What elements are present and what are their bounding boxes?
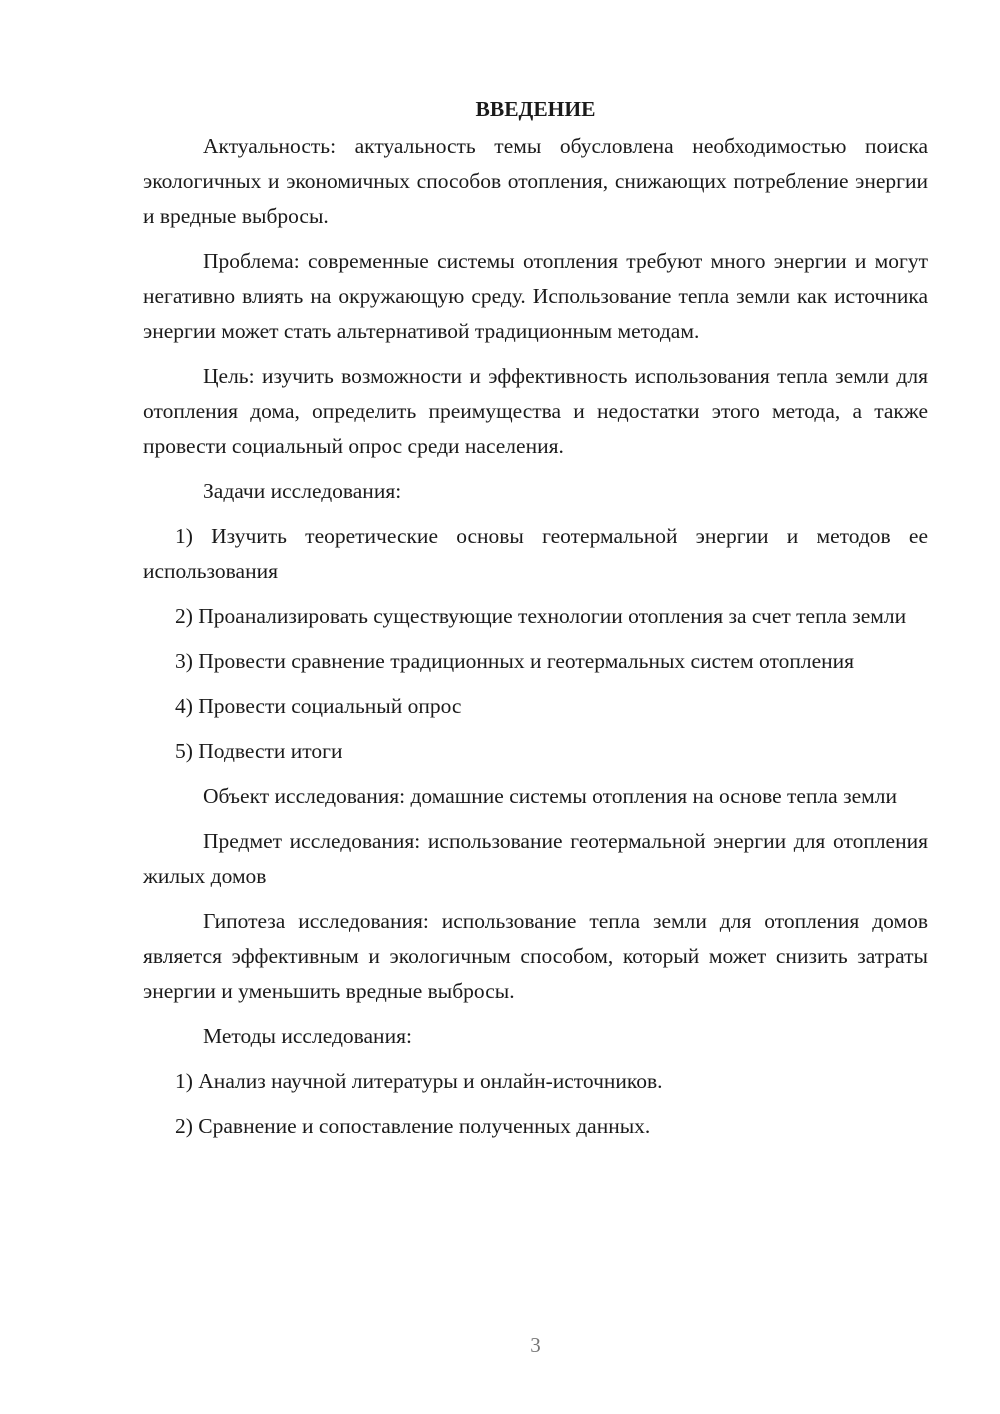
method-item: 2) Сравнение и сопоставление полученных данных. [175, 1114, 651, 1138]
document-page [143, 92, 928, 1154]
methods-heading: Методы исследования: [203, 1024, 412, 1048]
task-item: 2) Проанализировать существующие технологии отопления за счет тепла земли [175, 604, 907, 628]
task-item: 5) Подвести итоги [175, 739, 343, 763]
goal-paragraph: Цель: изучить возможности и эффективность использования тепла земли для отопления дома, определить преимущества и недостатки этого метода, а также провести социальный опрос среди населения. [143, 364, 928, 458]
task-item: 3) Провести сравнение традиционных и геотермальных систем отопления [175, 649, 855, 673]
object-paragraph: Объект исследования: домашние системы отопления на основе тепла земли [203, 784, 897, 808]
task-item: 4) Провести социальный опрос [175, 694, 462, 718]
task-item: 1) Изучить теоретические основы геотермальной энергии и методов ее использования [143, 524, 928, 583]
problem-paragraph: Проблема: современные системы отопления требуют много энергии и могут негативно влиять на окружающую среду. Использование тепла земли как источника энергии может стать альтернативой традиционным методам. [143, 249, 928, 343]
section-title: ВВЕДЕНИЕ [475, 97, 596, 121]
hypothesis-paragraph: Гипотеза исследования: использование тепла земли для отопления домов является эффективным и экологичным способом, который может снизить затраты энергии и уменьшить вредные выбросы. [143, 909, 928, 1003]
page-number: 3 [530, 1333, 541, 1357]
tasks-heading: Задачи исследования: [203, 479, 402, 503]
method-item: 1) Анализ научной литературы и онлайн-источников. [175, 1069, 663, 1093]
subject-paragraph: Предмет исследования: использование геотермальной энергии для отопления жилых домов [143, 829, 928, 888]
relevance-paragraph: Актуальность: актуальность темы обусловлена необходимостью поиска экологичных и экономичных способов отопления, снижающих потребление энергии и вредные выбросы. [143, 134, 928, 228]
